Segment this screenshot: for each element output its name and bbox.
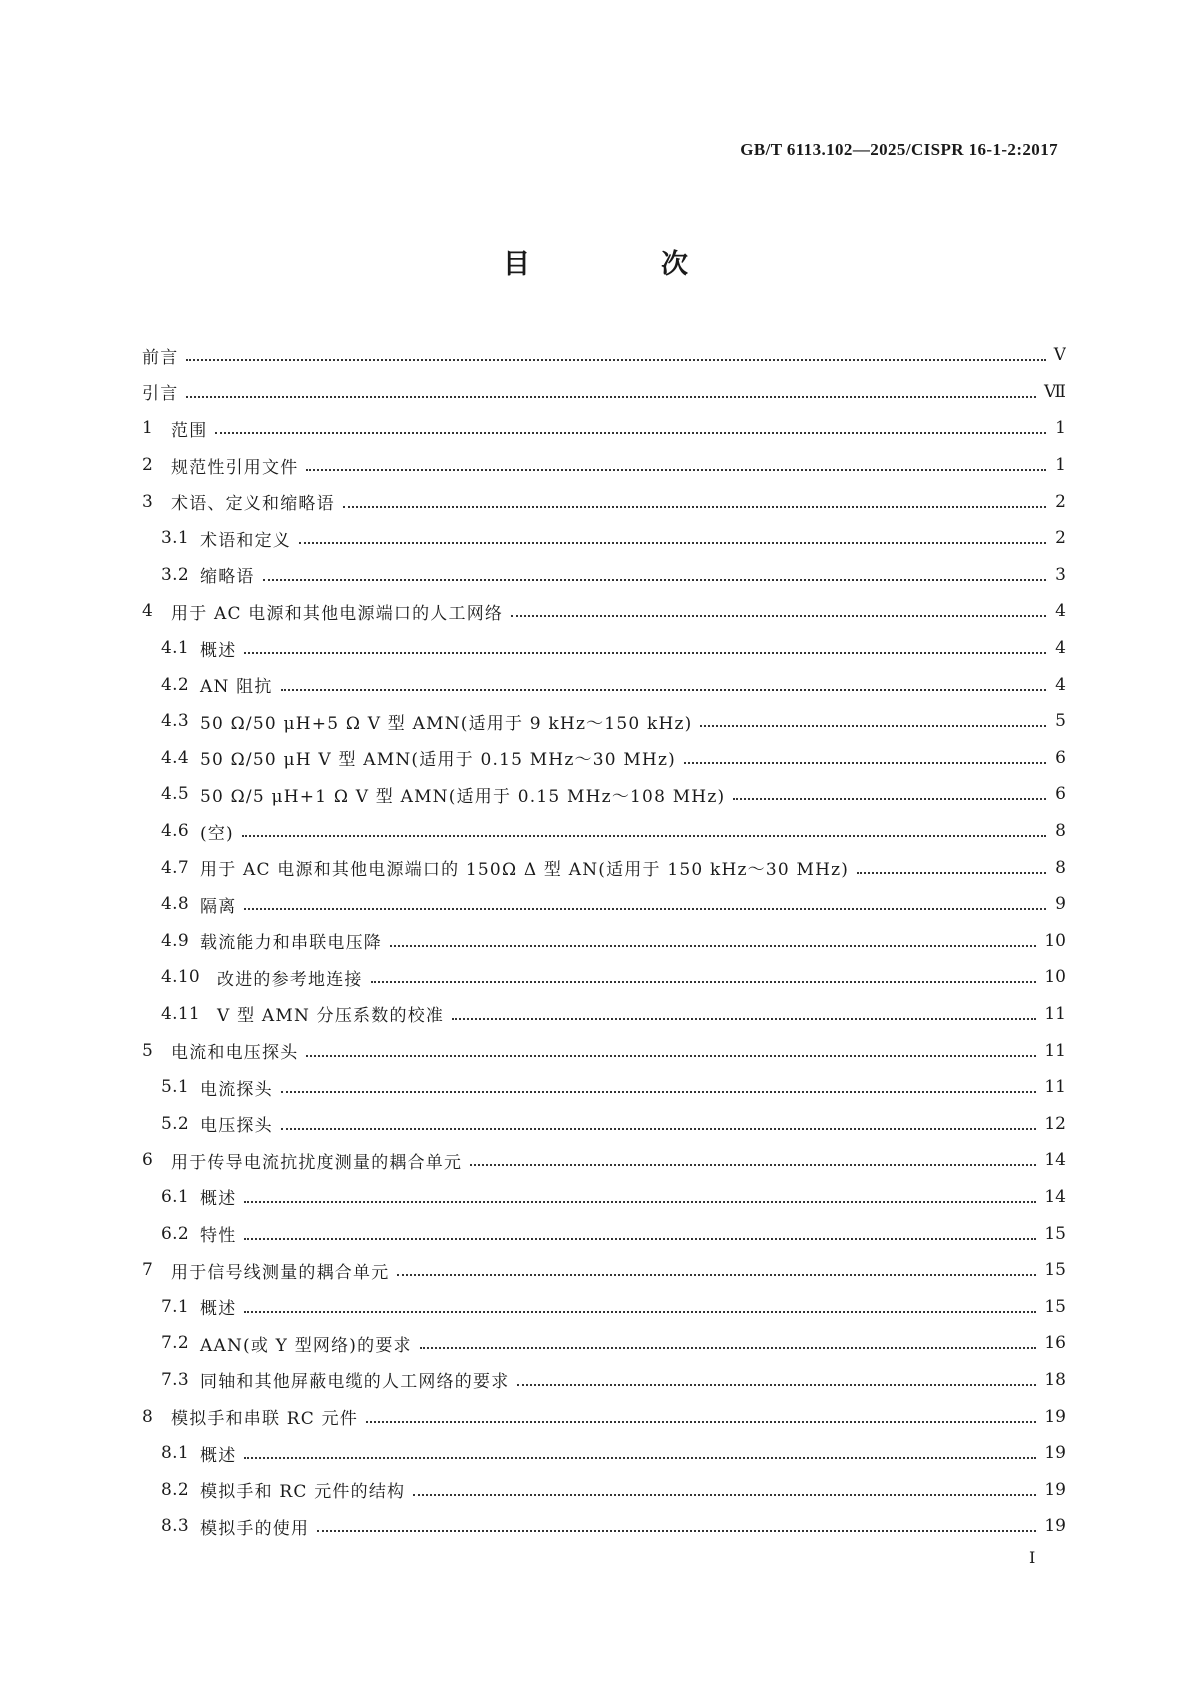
toc-dot-leader <box>244 1311 1036 1313</box>
toc-entry-title: 特性 <box>200 1226 237 1247</box>
toc-entry-title: 模拟手和串联 RC 元件 <box>171 1409 359 1430</box>
toc-entry-title: 电流和电压探头 <box>171 1043 299 1064</box>
toc-entry-page: 6 <box>1055 747 1066 768</box>
document-code: GB/T 6113.102—2025/CISPR 16-1-2:2017 <box>740 140 1058 159</box>
toc-entry-number: 8 <box>142 1406 154 1427</box>
toc-entry[interactable] <box>142 1435 1066 1472</box>
toc-entry-title: 概述 <box>200 640 237 661</box>
toc-dot-leader <box>420 1347 1037 1349</box>
toc-entry-page: 18 <box>1044 1369 1066 1390</box>
toc-entry-page: 2 <box>1055 491 1066 512</box>
toc-entry-number: 5.1 <box>161 1077 189 1098</box>
toc-entry-page: 9 <box>1055 894 1066 915</box>
toc-dot-leader <box>215 432 1046 434</box>
toc-dot-leader <box>366 1421 1036 1423</box>
toc-entry-number: 7.3 <box>161 1369 189 1390</box>
page-number: I <box>1029 1548 1036 1567</box>
toc-entry[interactable] <box>142 1508 1066 1545</box>
toc-entry-number: 4.2 <box>161 674 189 695</box>
toc-dot-leader <box>244 908 1046 910</box>
toc-entry-title: 50 Ω/50 μH+5 Ω V 型 AMN(适用于 9 kHz～150 kHz) <box>200 713 693 734</box>
toc-entry-page: 10 <box>1044 967 1066 988</box>
toc-entry-page: 2 <box>1055 528 1066 549</box>
toc-dot-leader <box>733 798 1046 800</box>
toc-entry-page: 15 <box>1044 1296 1066 1317</box>
toc-entry[interactable] <box>142 593 1066 630</box>
toc-entry-page: Ⅶ <box>1044 381 1066 402</box>
toc-dot-leader <box>242 835 1046 837</box>
toc-dot-leader <box>470 1164 1036 1166</box>
toc-dot-leader <box>244 1201 1036 1203</box>
toc-entry-title: AN 阻抗 <box>200 677 273 698</box>
toc-entry-number: 4.5 <box>161 784 189 805</box>
toc-entry-page: 8 <box>1055 857 1066 878</box>
toc-dot-leader <box>281 1091 1037 1093</box>
toc-entry-number: 6.1 <box>161 1186 189 1207</box>
toc-entry-page: 8 <box>1055 821 1066 842</box>
toc-entry-page: 3 <box>1055 564 1066 585</box>
toc-entry-number: 8.1 <box>161 1443 189 1464</box>
toc-entry-title: AAN(或 Y 型网络)的要求 <box>200 1335 412 1356</box>
toc-entry-title: 用于 AC 电源和其他电源端口的人工网络 <box>171 603 504 624</box>
toc-dot-leader <box>700 725 1046 727</box>
toc-dot-leader <box>452 1018 1036 1020</box>
toc-dot-leader <box>244 1238 1036 1240</box>
toc-entry-number: 4.1 <box>161 638 189 659</box>
toc-entry-page: 4 <box>1055 674 1066 695</box>
toc-dot-leader <box>857 872 1046 874</box>
toc-entry[interactable] <box>142 1142 1066 1179</box>
toc-entry[interactable] <box>142 1471 1066 1508</box>
toc-entry[interactable] <box>142 1252 1066 1289</box>
toc-entry[interactable] <box>142 374 1066 411</box>
toc-entry-title: V 型 AMN 分压系数的校准 <box>217 1006 445 1027</box>
toc-entry-page: 15 <box>1044 1223 1066 1244</box>
toc-entry-number: 4.3 <box>161 711 189 732</box>
toc-entry-number: 4.7 <box>161 857 189 878</box>
toc-entry-title: 模拟手的使用 <box>200 1518 310 1539</box>
toc-entry[interactable] <box>142 410 1066 447</box>
toc-entry[interactable] <box>142 483 1066 520</box>
toc-entry-title: 范围 <box>171 420 208 441</box>
toc-entry-title: 50 Ω/5 μH+1 Ω V 型 AMN(适用于 0.15 MHz～108 MHz) <box>200 786 726 807</box>
toc-entry-number: 3 <box>142 491 154 512</box>
toc-entry[interactable] <box>142 1179 1066 1216</box>
toc-entry-title: 50 Ω/50 μH V 型 AMN(适用于 0.15 MHz～30 MHz) <box>200 750 676 771</box>
toc-dot-leader <box>371 981 1037 983</box>
toc-entry[interactable] <box>142 1325 1066 1362</box>
toc-dot-leader <box>413 1494 1036 1496</box>
toc-entry-title: 概述 <box>200 1299 237 1320</box>
toc-entry-number: 4.10 <box>161 967 201 988</box>
toc-entry-title: 用于 AC 电源和其他电源端口的 150Ω Δ 型 AN(适用于 150 kHz～30 MHz) <box>200 860 850 881</box>
toc-dot-leader <box>684 762 1046 764</box>
toc-entry-title: 隔离 <box>200 896 237 917</box>
toc-entry[interactable] <box>142 849 1066 886</box>
toc-entry-page: 15 <box>1044 1260 1066 1281</box>
toc-entry-number: 4.8 <box>161 894 189 915</box>
toc-entry-number: 4.9 <box>161 930 189 951</box>
toc-entry-title: 概述 <box>200 1189 237 1210</box>
toc-dot-leader <box>186 396 1036 398</box>
toc-entry-title: 规范性引用文件 <box>171 457 299 478</box>
toc-entry-page: 10 <box>1044 930 1066 951</box>
toc-entry-page: 4 <box>1055 638 1066 659</box>
toc-entry-number: 4.6 <box>161 821 189 842</box>
toc-dot-leader <box>511 615 1046 617</box>
toc-entry[interactable] <box>142 1215 1066 1252</box>
toc-entry-title: 引言 <box>142 384 179 405</box>
toc-entry[interactable] <box>142 959 1066 996</box>
toc-entry-title: 改进的参考地连接 <box>217 969 363 990</box>
toc-dot-leader <box>281 1128 1037 1130</box>
toc-entry-number: 2 <box>142 455 154 476</box>
toc-entry-page: 14 <box>1044 1186 1066 1207</box>
toc-dot-leader <box>343 506 1046 508</box>
toc-entry[interactable] <box>142 886 1066 923</box>
toc-entry[interactable] <box>142 630 1066 667</box>
toc-entry-number: 6.2 <box>161 1223 189 1244</box>
toc-entry-number: 7.2 <box>161 1333 189 1354</box>
toc-entry[interactable] <box>142 337 1066 374</box>
toc-entry[interactable] <box>142 776 1066 813</box>
toc-entry[interactable] <box>142 1362 1066 1399</box>
toc-entry-page: 19 <box>1044 1406 1066 1427</box>
toc-dot-leader <box>397 1274 1036 1276</box>
toc-dot-leader <box>317 1530 1036 1532</box>
toc-entry-number: 6 <box>142 1150 154 1171</box>
toc-entry-page: 12 <box>1044 1113 1066 1134</box>
toc-entry[interactable] <box>142 557 1066 594</box>
toc-entry-title: 同轴和其他屏蔽电缆的人工网络的要求 <box>200 1372 510 1393</box>
toc-dot-leader <box>244 1457 1036 1459</box>
toc-entry-page: 1 <box>1055 418 1066 439</box>
toc-entry[interactable] <box>142 703 1066 740</box>
toc-dot-leader <box>263 579 1046 581</box>
toc-entry-page: 6 <box>1055 784 1066 805</box>
toc-entry[interactable] <box>142 447 1066 484</box>
toc-entry-title: 电流探头 <box>200 1079 273 1100</box>
toc-entry-number: 7 <box>142 1260 154 1281</box>
toc-entry-title: 概述 <box>200 1445 237 1466</box>
toc-dot-leader <box>186 359 1045 361</box>
toc-entry-number: 7.1 <box>161 1296 189 1317</box>
toc-entry-title: 载流能力和串联电压降 <box>200 933 382 954</box>
toc-entry[interactable] <box>142 666 1066 703</box>
toc-entry[interactable] <box>142 996 1066 1033</box>
toc-entry[interactable] <box>142 1069 1066 1106</box>
toc-entry-number: 5.2 <box>161 1113 189 1134</box>
toc-entry-number: 1 <box>142 418 154 439</box>
toc-entry-number: 3.1 <box>161 528 189 549</box>
toc-entry-title: 模拟手和 RC 元件的结构 <box>200 1482 406 1503</box>
toc-entry[interactable] <box>142 1398 1066 1435</box>
toc-entry[interactable] <box>142 923 1066 960</box>
toc-entry-page: 16 <box>1044 1333 1066 1354</box>
toc-entry-title: 电压探头 <box>200 1116 273 1137</box>
table-of-contents <box>142 337 1066 1545</box>
toc-dot-leader <box>306 1055 1036 1057</box>
toc-entry-number: 4.4 <box>161 747 189 768</box>
toc-entry[interactable] <box>142 1032 1066 1069</box>
toc-title: 目 次 <box>503 249 740 280</box>
toc-entry-title: 用于信号线测量的耦合单元 <box>171 1262 390 1283</box>
toc-entry-page: 5 <box>1055 711 1066 732</box>
toc-entry[interactable] <box>142 740 1066 777</box>
toc-entry-page: 19 <box>1044 1479 1066 1500</box>
toc-entry-number: 4 <box>142 601 154 622</box>
toc-entry-page: 11 <box>1044 1003 1066 1024</box>
toc-entry-title: 术语、定义和缩略语 <box>171 494 335 515</box>
toc-entry-number: 4.11 <box>161 1003 201 1024</box>
toc-entry-page: 4 <box>1055 601 1066 622</box>
toc-entry[interactable] <box>142 1288 1066 1325</box>
toc-entry-title: 术语和定义 <box>200 530 291 551</box>
toc-entry-title: 用于传导电流抗扰度测量的耦合单元 <box>171 1152 463 1173</box>
toc-dot-leader <box>244 652 1046 654</box>
toc-dot-leader <box>517 1384 1036 1386</box>
toc-entry-title: (空) <box>200 823 234 844</box>
toc-entry[interactable] <box>142 520 1066 557</box>
toc-entry-number: 3.2 <box>161 564 189 585</box>
toc-entry-title: 缩略语 <box>200 567 255 588</box>
toc-entry-number: 8.3 <box>161 1516 189 1537</box>
toc-entry[interactable] <box>142 813 1066 850</box>
toc-dot-leader <box>390 945 1036 947</box>
toc-entry-number: 8.2 <box>161 1479 189 1500</box>
toc-dot-leader <box>281 689 1046 691</box>
toc-dot-leader <box>306 469 1046 471</box>
toc-entry-page: 19 <box>1044 1443 1066 1464</box>
toc-dot-leader <box>299 542 1046 544</box>
toc-entry-page: 1 <box>1055 455 1066 476</box>
toc-entry-title: 前言 <box>142 347 179 368</box>
toc-entry-page: 19 <box>1044 1516 1066 1537</box>
toc-entry-page: Ⅴ <box>1053 345 1066 366</box>
toc-entry[interactable] <box>142 1105 1066 1142</box>
toc-entry-page: 14 <box>1044 1150 1066 1171</box>
toc-entry-page: 11 <box>1044 1077 1066 1098</box>
toc-entry-number: 5 <box>142 1040 154 1061</box>
toc-entry-page: 11 <box>1044 1040 1066 1061</box>
